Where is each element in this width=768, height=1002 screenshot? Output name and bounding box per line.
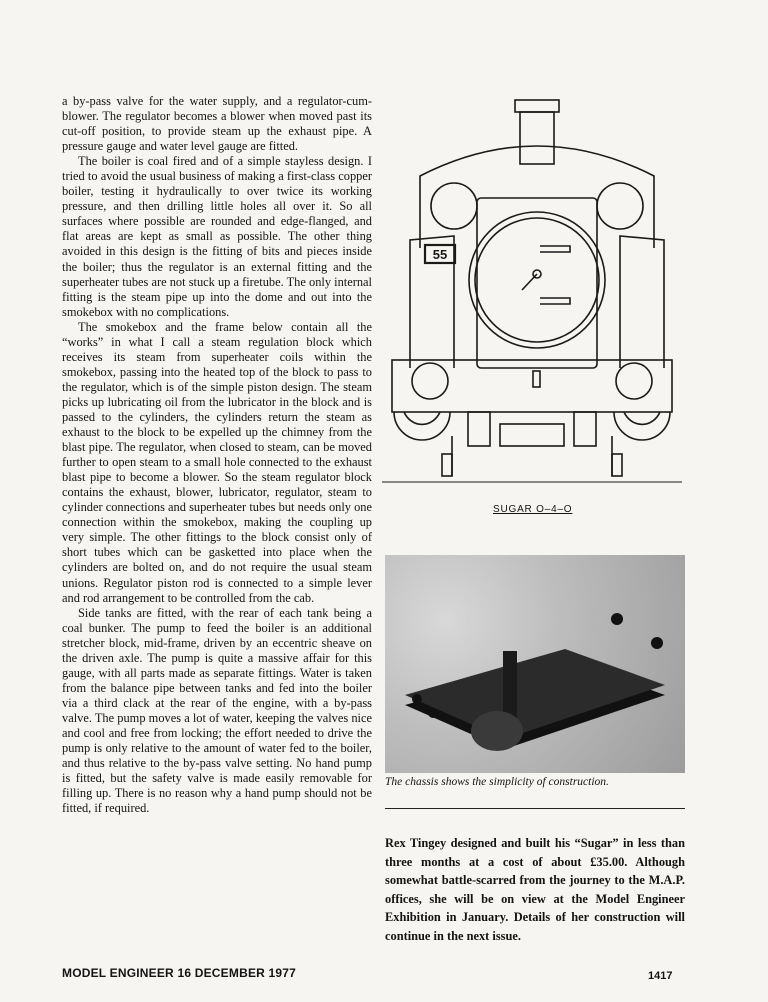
chassis-top (405, 649, 665, 739)
photo-caption: The chassis shows the simplicity of construction. (385, 776, 609, 788)
right-wheel (614, 412, 670, 440)
left-wheel-inner (404, 412, 440, 424)
left-cab-window (431, 183, 477, 229)
left-wheel (394, 412, 450, 440)
article-paragraph-4: Side tanks are fitted, with the rear of each tank being a coal bunker. The pump to feed the boiler is an additional stretcher block, mid-frame, driven by an eccentric sheave on the driven axle. The pump is quite a massive affair for this gauge, with all parts made as separate fittings. Water is taken from the balance pipe between tanks and fed into the boiler via a third clack at the rear of the engine, with a by-pass valve. The pump moves a lot of water, keeping the valves nice and cool and free from locking; the effort needed to drive the pump is only relative to the amount of water fed to the boiler, and thus relative to the by-pass valve setting. No hand pump is fitted, but the safety valve is made easily removable for filling up. There is no reason why a hand pump should not be fitted, if required. (62, 605, 372, 816)
left-buffer (412, 363, 448, 399)
article-paragraph-3: The smokebox and the frame below contain all the “works” in what I call a steam regulation block which receives its steam from superheater coils within the smokebox, passing into the heated top of the block to pass to the regulator, which is of the simple piston design. The steam picks up lubricating oil from the lubricator in the block and is passed to the cylinders, the cylinders return the steam as exhaust to the block to be expelled up the chimney from the blast pipe. The regulator, when closed to steam, can be moved further to open steam to a small hole connected to the exhaust blast pipe to become a blower. So the steam regulator block contains the exhaust, blower, lubricator, regulator, steam to cylinder connections and superheater tubes but needs only one connection within the smokebox, making the coupling up very simple. The other fittings to the block consist only of short tubes which can be gasketted into place when the cylinders are bolted on, and do not require the usual steam unions. Regulator piston rod is connected to a simple lever and rod arrangement to be controlled from the cab. (62, 319, 372, 605)
buffer-right (651, 637, 663, 649)
wheel-set (471, 711, 523, 751)
locomotive-front-drawing (382, 98, 682, 498)
right-buffer (616, 363, 652, 399)
number-plate: 55 (432, 247, 448, 262)
door-handle (522, 274, 537, 290)
right-frame-foot (612, 454, 622, 476)
editor-note: Rex Tingey designed and built his “Sugar” in less than three months at a cost of about £35.00. Although somewhat battle-scarred from the journey to the M.A.P. offices, she will be on view at the Model Engineer Exhibition in January. Details of her construction will continue in the next issue. (385, 836, 685, 943)
chassis-photo-image (385, 555, 685, 773)
frame-plates (452, 436, 612, 476)
cab-outline (420, 146, 654, 248)
publication-footer: MODEL ENGINEER 16 DECEMBER 1977 (62, 966, 297, 980)
chimney-cap (515, 100, 559, 112)
buffer-left (611, 613, 623, 625)
smokebox-outer-ring (469, 212, 605, 348)
left-frame-foot (442, 454, 452, 476)
article-paragraph-2: The boiler is coal fired and of a simple stayless design. I tried to avoid the usual business of making a first-class copper boiler, testing it hydraulically to over twice its working pressure, and then drilling little holes all over it. So all surfaces where possible are rounded and edge-flanged, and flat areas are kept as small as possible. The other thing avoided in this design is the fitting of bits and pieces inside the boiler; thus the regulator is an external fitting and the superheater tubes are not stuck up a firetube. The only internal fitting is the steam pipe up into the dome and out into the smokebox with no complications. (62, 154, 372, 319)
stretcher-block (500, 424, 564, 446)
article-paragraph-1: a by-pass valve for the water supply, and a regulator-cum-blower. The regulator becomes a blower when moved past its cut-off position, to provide steam up the exhaust pipe. A pressure gauge and water level gauge are fitted. (62, 94, 372, 154)
drawing-caption: SUGAR O–4–O (493, 504, 573, 515)
rear-buffer-right (428, 708, 438, 718)
rear-buffer-left (412, 694, 422, 704)
divider-rule (385, 808, 685, 809)
chimney (520, 112, 554, 164)
upper-hinge-strap (540, 246, 570, 252)
smokebox-door (475, 218, 599, 342)
left-cylinder (468, 412, 490, 446)
right-side-tank (620, 236, 664, 368)
coupling-hook (533, 371, 540, 387)
chassis-photo (385, 555, 685, 773)
article-text-column (62, 94, 372, 816)
right-cylinder (574, 412, 596, 446)
right-wheel-inner (624, 412, 660, 424)
right-cab-window (597, 183, 643, 229)
page-number: 1417 (648, 970, 673, 982)
lower-hinge-strap (540, 298, 570, 304)
chassis-stretcher (503, 651, 517, 721)
